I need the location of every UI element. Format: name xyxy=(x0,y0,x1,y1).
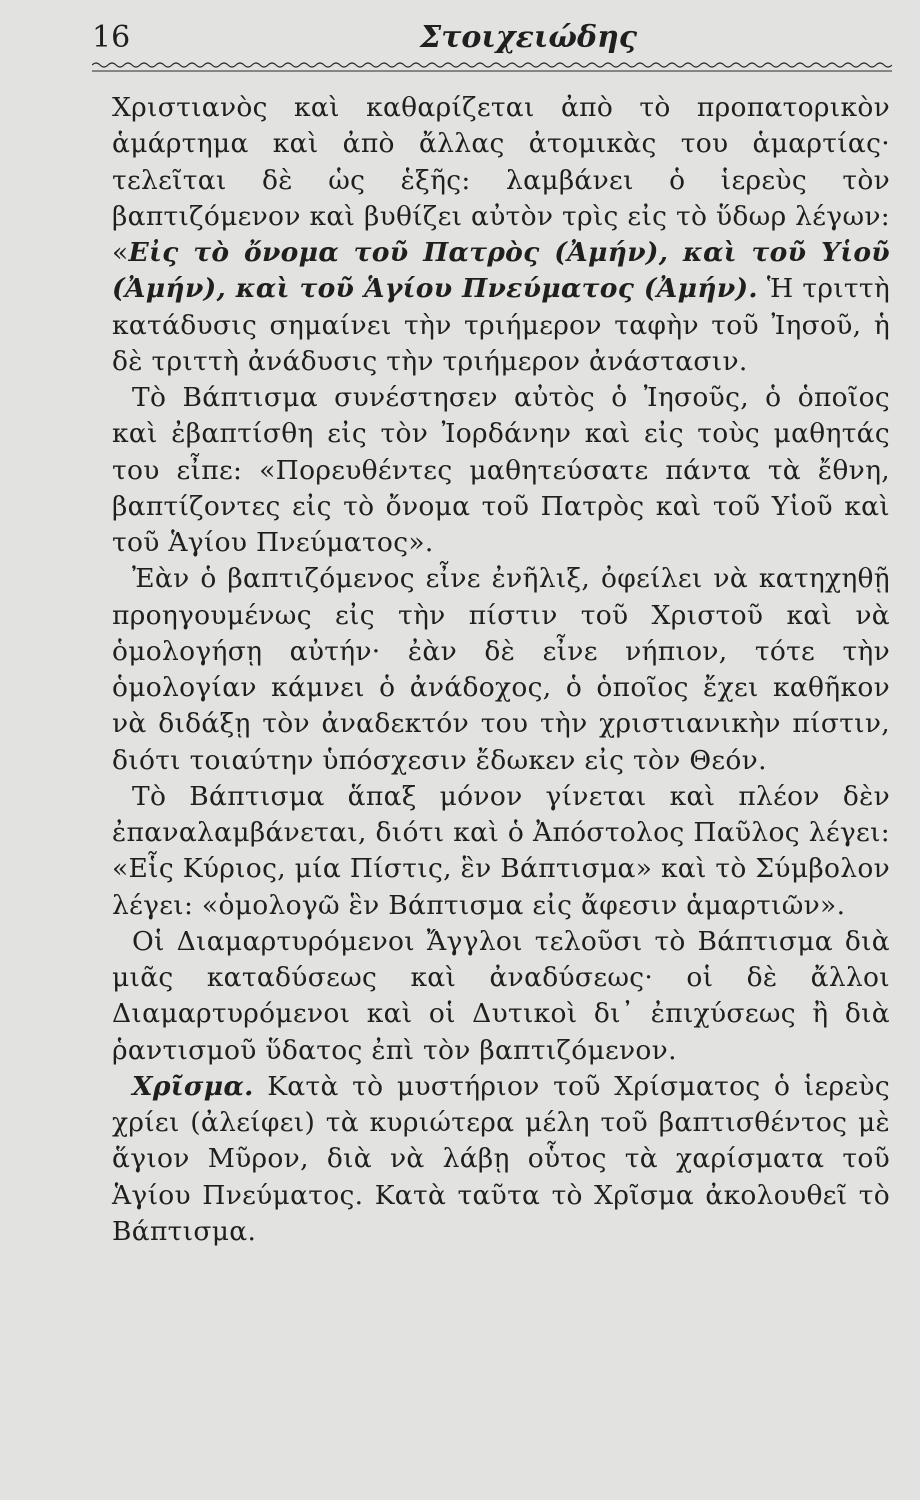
paragraph: Τὸ Βάπτισμα ἅπαξ μόνον γίνεται καὶ πλέον δὲν ἐπαναλαμβάνεται, διότι καὶ ὁ Ἀπόστολος Παῦλος λέγει: «Εἷς Κύριος, μία Πίστις, ἓν Βάπτισμα» καὶ τὸ Σύμβολον λέγει: «ὁμολογῶ ἓν Βάπτισμα εἰς ἄφεσιν ἁμαρτιῶν». xyxy=(112,780,890,921)
paragraph-text: Κατὰ τὸ μυστήριον τοῦ Χρίσματος ὁ ἱερεὺς χρίει (ἀλείφει) τὰ κυριώτερα μέλη τοῦ βαπτισθέντος μὲ ἅγιον Μῦρον, διὰ νὰ λάβῃ οὗτος τὰ χαρίσματα τοῦ Ἁγίου Πνεύματος. Κατὰ ταῦτα τὸ Χρῖσμα ἀκολουθεῖ τὸ Βάπτισμα. xyxy=(112,1070,890,1247)
section-heading: Χρῖσμα. xyxy=(132,1070,254,1102)
paragraph: Οἱ Διαμαρτυρόμενοι Ἄγγλοι τελοῦσι τὸ Βάπτισμα διὰ μιᾶς καταδύσεως καὶ ἀναδύσεως· οἱ δὲ ἄλλοι Διαμαρτυρόμενοι καὶ οἱ Δυτικοὶ δι᾽ ἐπιχύσεως ἢ διὰ ῥαντισμοῦ ὕδατος ἐπὶ τὸν βαπτιζόμενον. xyxy=(112,925,890,1066)
running-title: Στοιχειώδης xyxy=(420,20,638,55)
body-text xyxy=(112,90,890,1250)
paragraph xyxy=(112,90,890,380)
paragraph-text: Ἡ τριττὴ κατάδυσις σημαίνει τὴν τριήμερον ταφὴν τοῦ Ἰησοῦ, ἡ δὲ τριττὴ ἀνάδυσις τὴν τριήμερον ἀνάστασιν. xyxy=(112,273,891,377)
paragraph: Ἐὰν ὁ βαπτιζόμενος εἶνε ἐνῆλιξ, ὀφείλει νὰ κατηχηθῇ προηγουμένως εἰς τὴν πίστιν τοῦ Χριστοῦ καὶ νὰ ὁμολογήσῃ αὐτήν· ἐὰν δὲ εἶνε νήπιον, τότε τὴν ὁμολογίαν κάμνει ὁ ἀνάδοχος, ὁ ὁποῖος ἔχει καθῆκον νὰ διδάξῃ τὸν ἀναδεκτόν του τὴν χριστιανικὴν πίστιν, διότι τοιαύτην ὑπόσχεσιν ἔδωκεν εἰς τὸν Θεόν. xyxy=(112,563,890,776)
paragraph xyxy=(112,1069,890,1250)
paragraph-text: Χριστιανὸς καὶ καθαρίζεται ἀπὸ τὸ προπατορικὸν ἁμάρτημα καὶ ἀπὸ ἄλλας ἀτομικὰς του ἁμαρτίας· τελεῖται δὲ ὡς ἑξῆς: λαμβάνει ὁ ἱερεὺς τὸν βαπτιζόμενον καὶ βυθίζει αὐτὸν τρὶς εἰς τὸ ὕδωρ λέγων: « xyxy=(112,92,890,268)
baptismal-formula: Εἰς τὸ ὄνομα τοῦ Πατρὸς (Ἀμήν), καὶ τοῦ Υἱοῦ (Ἀμήν), καὶ τοῦ Ἁγίου Πνεύματος (Ἀμήν). xyxy=(112,237,890,305)
paragraph: Τὸ Βάπτισμα συνέστησεν αὐτὸς ὁ Ἰησοῦς, ὁ ὁποῖος καὶ ἐβαπτίσθη εἰς τὸν Ἰορδάνην καὶ εἰς τοὺς μαθητάς του εἶπε: «Πορευθέντες μαθητεύσατε πάντα τὰ ἔθνη, βαπτίζοντες εἰς τὸ ὄνομα τοῦ Πατρὸς καὶ τοῦ Υἱοῦ καὶ τοῦ Ἁγίου Πνεύματος». xyxy=(112,382,890,558)
page-number: 16 xyxy=(92,20,131,55)
wavy-header-rule xyxy=(92,60,892,74)
